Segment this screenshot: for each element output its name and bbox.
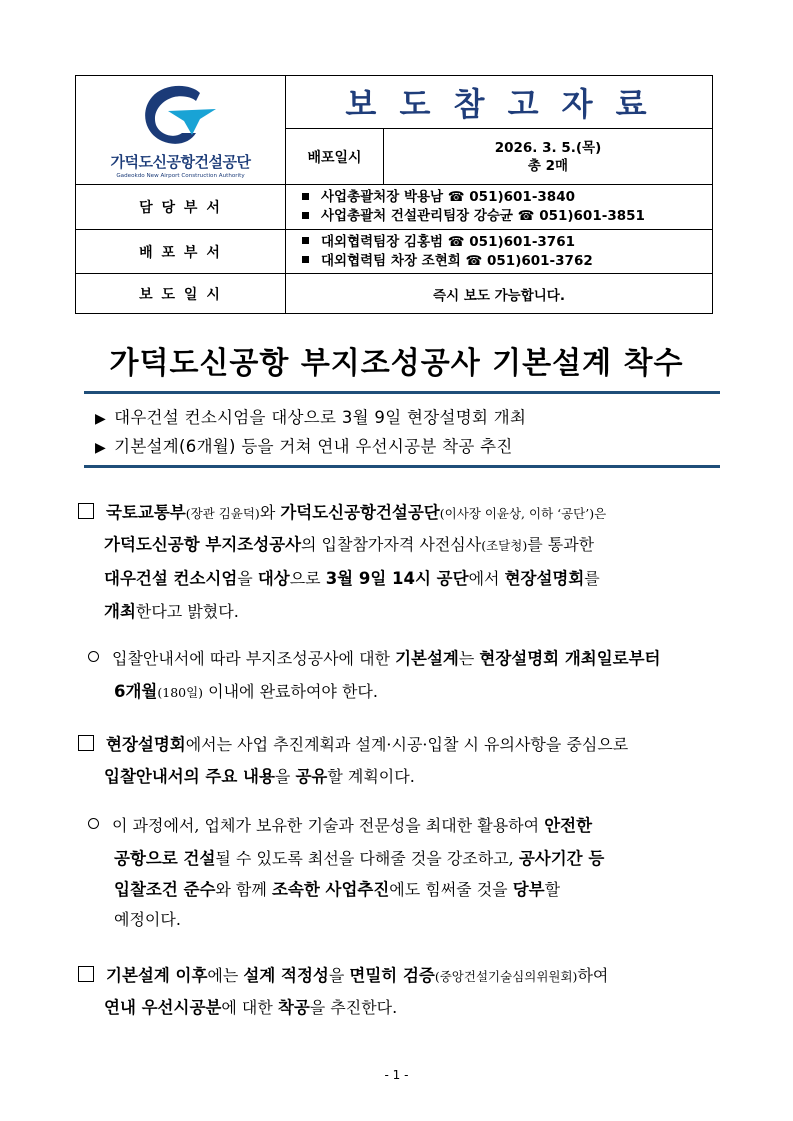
body-text: (중앙건설기술심의위원회) <box>434 969 578 984</box>
body-line <box>104 598 239 622</box>
body-text: 를 통과한 <box>527 535 595 554</box>
body-text: 에는 <box>207 966 244 985</box>
emphasis-text: 입찰조건 준수 <box>114 880 216 899</box>
body-text: 하여 <box>577 966 609 985</box>
release-date-label: 배포일시 <box>286 129 384 185</box>
body-text: 할 계획이다. <box>327 767 415 786</box>
department-contacts <box>286 185 713 230</box>
body-text: 을 <box>237 569 258 588</box>
emphasis-text: 기본설계 <box>395 649 459 668</box>
body-text: (조달청) <box>481 538 528 553</box>
contact-text: 사업총괄처 건설관리팀장 강승균 ☎ 051)601-3851 <box>321 208 645 224</box>
checkbox-bullet-icon <box>78 503 94 519</box>
emphasis-text: 현장설명회 <box>106 735 186 754</box>
triangle-bullet-icon: ▶ <box>95 440 107 456</box>
release-date-cell <box>384 129 713 185</box>
body-line <box>104 531 594 555</box>
emphasis-text: 공사기간 등 <box>518 849 605 868</box>
square-bullet-icon <box>302 212 309 219</box>
body-line <box>114 907 181 930</box>
body-line <box>88 645 661 669</box>
department-label: 담 당 부 서 <box>76 185 286 230</box>
emphasis-text: 공유 <box>295 767 328 786</box>
emphasis-text: 현장설명회 <box>504 569 585 588</box>
header-table <box>75 75 713 314</box>
total-pages: 총 2매 <box>527 157 569 174</box>
emphasis-text: 기본설계 이후 <box>106 966 208 985</box>
body-text: 을 <box>274 767 296 786</box>
body-line <box>114 845 604 869</box>
emphasis-text: 국토교통부 <box>106 503 186 522</box>
emphasis-text: 3월 9일 14시 공단 <box>325 569 469 588</box>
contact-text: 대외협력팀 차장 조현희 ☎ 051)601-3762 <box>321 252 593 269</box>
emphasis-text: 가덕도신공항 부지조성공사 <box>104 535 302 554</box>
contact-item <box>298 252 712 271</box>
body-line <box>114 876 560 900</box>
subheading-text: 기본설계(6개월) 등을 거쳐 연내 우선시공분 착공 추진 <box>114 437 513 456</box>
subheading <box>95 433 513 457</box>
contact-text: 대외협력팀장 김홍범 ☎ 051)601-3761 <box>321 233 575 250</box>
body-line <box>114 678 378 702</box>
circle-bullet-icon <box>88 818 99 829</box>
distribution-label: 배 포 부 서 <box>76 230 286 274</box>
square-bullet-icon <box>302 256 309 263</box>
emphasis-text: 공항으로 건설 <box>114 849 216 868</box>
checkbox-bullet-icon <box>78 735 94 751</box>
body-line <box>78 499 606 523</box>
contact-text: 사업총괄처장 박용남 ☎ 051)601-3840 <box>321 189 575 205</box>
authority-logo-icon <box>138 81 224 149</box>
logo-english-text: Gadeokdo New Airport Construction Authority <box>116 173 245 179</box>
body-text: 을 추진한다. <box>309 998 398 1017</box>
body-text: 예정이다. <box>114 910 181 929</box>
emphasis-text: 대우건설 컨소시엄 <box>104 569 238 588</box>
body-text: 와 <box>259 503 281 522</box>
emphasis-text: 대상 <box>257 569 290 588</box>
body-line <box>88 812 592 836</box>
body-line <box>104 994 397 1018</box>
body-text: 입찰안내서에 따라 부지조성공사에 대한 <box>112 649 396 668</box>
square-bullet-icon <box>302 193 309 200</box>
contact-item <box>298 233 712 252</box>
circle-bullet-icon <box>88 651 99 662</box>
body-text: 으로 <box>289 569 326 588</box>
page-number: - 1 - <box>384 1068 409 1082</box>
emphasis-text: 가덕도신공항건설공단 <box>280 503 440 522</box>
contact-item <box>298 188 712 207</box>
emphasis-text: 면밀히 검증 <box>349 966 435 985</box>
body-text: 한다고 밝혔다. <box>135 602 239 621</box>
body-text: 의 입찰참가자격 사전심사 <box>301 535 482 554</box>
emphasis-text: 설계 적정성 <box>243 966 329 985</box>
divider <box>84 465 720 468</box>
document-type-title: 보 도 참 고 자 료 <box>286 76 713 129</box>
emphasis-text: 조속한 사업추진 <box>271 880 390 899</box>
emphasis-text: 입찰안내서의 주요 내용 <box>104 767 275 786</box>
body-line <box>104 763 415 787</box>
body-text: 에서 <box>468 569 505 588</box>
body-text: 이 과정에서, 업체가 보유한 기술과 전문성을 최대한 활용하여 <box>112 816 545 835</box>
body-text: (180일) <box>157 685 204 700</box>
emphasis-text: 현장설명회 개최일로부터 <box>479 649 661 668</box>
body-text: 할 <box>544 880 561 899</box>
emphasis-text: 6개월 <box>114 682 158 701</box>
subheading-text: 대우건설 컨소시엄을 대상으로 3월 9일 현장설명회 개최 <box>114 408 527 427</box>
body-text: 에 대한 <box>221 998 278 1017</box>
contact-item <box>298 207 712 226</box>
emphasis-text: 안전한 <box>544 816 593 835</box>
subheading <box>95 404 526 428</box>
emphasis-text: 개최 <box>104 602 136 621</box>
body-text: 이내에 완료하여야 한다. <box>203 682 378 701</box>
release-date: 2026. 3. 5.(목) <box>494 139 602 156</box>
distribution-contacts <box>286 230 713 274</box>
body-line <box>104 565 600 589</box>
body-text: 를 <box>584 569 600 588</box>
emphasis-text: 연내 우선시공분 <box>104 998 222 1017</box>
headline: 가덕도신공항 부지조성공사 기본설계 착수 <box>109 346 684 381</box>
triangle-bullet-icon: ▶ <box>95 411 107 427</box>
body-text: 을 <box>328 966 350 985</box>
body-text: (이사장 이윤상, 이하 ‘공단’)은 <box>439 506 607 521</box>
report-time-label: 보 도 일 시 <box>76 274 286 314</box>
logo-korean-text: 가덕도신공항건설공단 <box>110 153 251 171</box>
logo-cell <box>76 76 286 185</box>
body-text: 에도 힘써줄 것을 <box>389 880 513 899</box>
body-line <box>78 962 608 986</box>
body-text: 와 함께 <box>215 880 272 899</box>
body-text: 는 <box>458 649 480 668</box>
body-text: 에서는 사업 추진계획과 설계·시공·입찰 시 유의사항을 중심으로 <box>185 735 629 754</box>
emphasis-text: 착공 <box>277 998 310 1017</box>
square-bullet-icon <box>302 237 309 244</box>
report-time-value: 즉시 보도 가능합니다. <box>286 274 713 314</box>
divider <box>84 391 720 394</box>
emphasis-text: 당부 <box>512 880 545 899</box>
checkbox-bullet-icon <box>78 966 94 982</box>
body-line <box>78 731 628 755</box>
body-text: 될 수 있도록 최선을 다해줄 것을 강조하고, <box>215 849 519 868</box>
body-text: (장관 김윤덕) <box>185 506 260 521</box>
